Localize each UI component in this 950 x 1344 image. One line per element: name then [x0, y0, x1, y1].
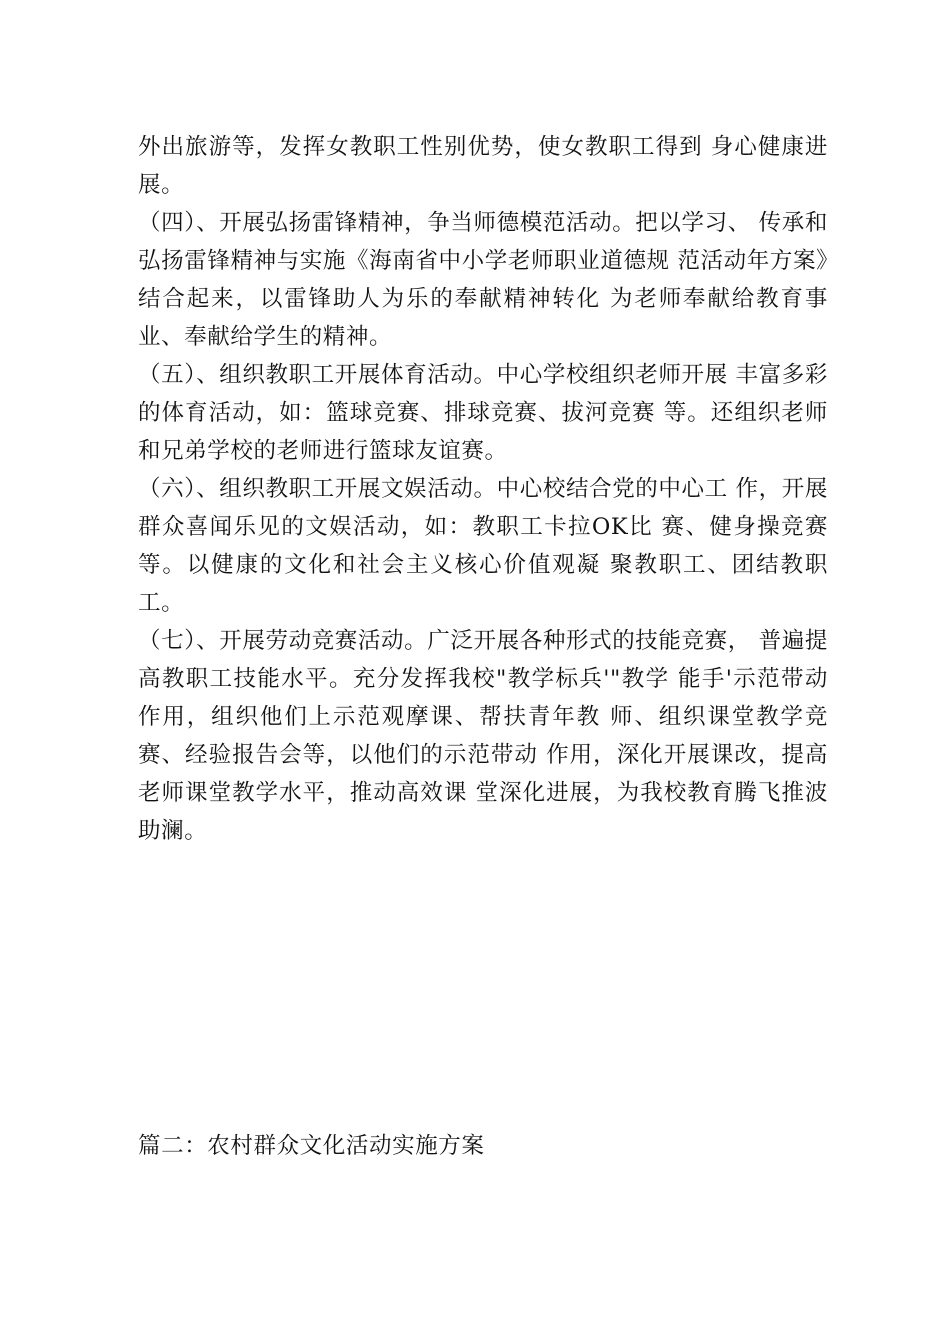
paragraph-item-6: （六）、组织教职工开展文娱活动。中心校结合党的中心工 作，开展群众喜闻乐见的文娱活动，如：教职工卡拉OK比 赛、健身操竞赛等。以健康的文化和社会主义核心价值观凝 聚教职工、团结教职工。	[138, 476, 828, 616]
paragraph-continuation: 外出旅游等，发挥女教职工性别优势，使女教职工得到 身心健康进展。	[138, 134, 828, 198]
document-body	[138, 128, 828, 850]
paragraph-item-4: （四）、开展弘扬雷锋精神，争当师德模范活动。把以学习、 传承和弘扬雷锋精神与实施《海南省中小学老师职业道德规 范活动年方案》结合起来，以雷锋助人为乐的奉献精神转化 为老师奉献给教育事业、奉献给学生的精神。	[138, 210, 828, 350]
paragraph-item-7: （七）、开展劳动竞赛活动。广泛开展各种形式的技能竞赛， 普遍提高教职工技能水平。充分发挥我校"教学标兵'"教学 能手'示范带动作用，组织他们上示范观摩课、帮扶青年教 师、组织课堂教学竞赛、经验报告会等，以他们的示范带动 作用，深化开展课改，提高老师课堂教学水平，推动高效课 堂深化进展，为我校教育腾飞推波助澜。	[138, 628, 828, 844]
paragraph-item-5: （五）、组织教职工开展体育活动。中心学校组织老师开展 丰富多彩的体育活动，如：篮球竞赛、排球竞赛、拔河竞赛 等。还组织老师和兄弟学校的老师进行篮球友谊赛。	[138, 362, 828, 464]
section-heading: 篇二：农村群众文化活动实施方案	[138, 1133, 485, 1159]
